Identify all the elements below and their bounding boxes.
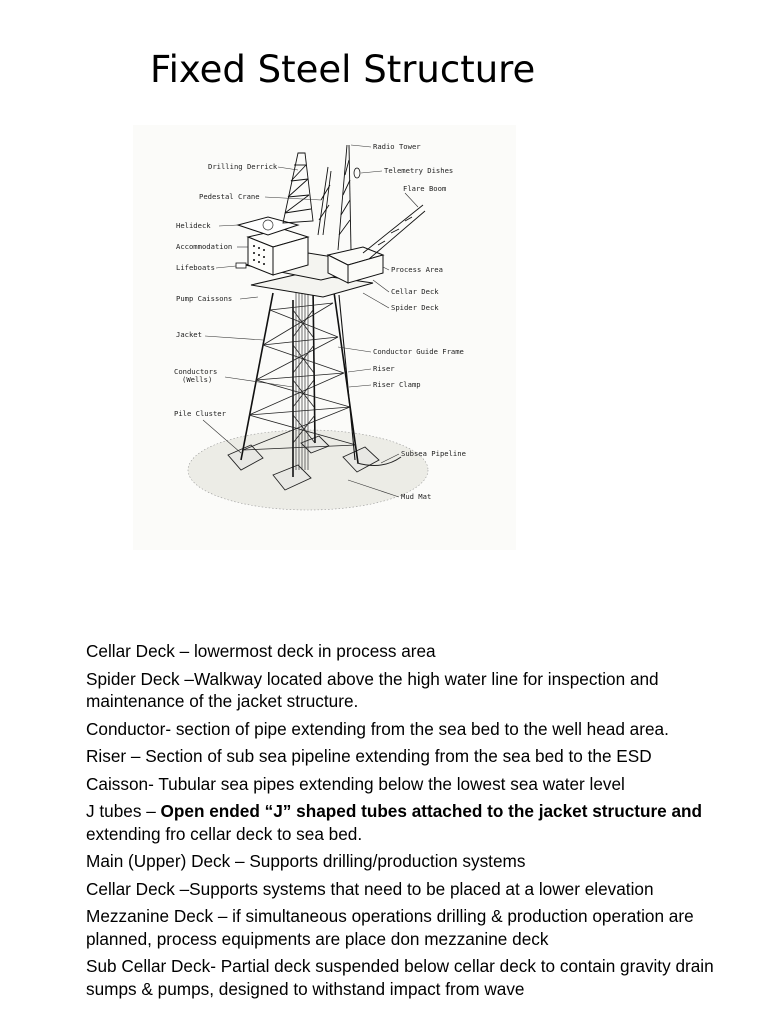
definitions-list <box>86 640 756 1005</box>
definition-item: Main (Upper) Deck – Supports drilling/production systems <box>86 851 526 871</box>
definition-item: Spider Deck –Walkway located above the high water line for inspection and maintenance of the jacket structure. <box>86 668 659 711</box>
lifeboats <box>236 263 246 268</box>
definition-item: Sub Cellar Deck- Partial deck suspended below cellar deck to contain gravity drain sumps & pumps, designed to withstand impact from wave <box>86 956 714 999</box>
definition-item: J tubes – Open ended “J” shaped tubes attached to the jacket structure and extending fro cellar deck to sea bed. <box>86 801 703 844</box>
definition-item: Caisson- Tubular sea pipes extending below the lowest sea water level <box>86 773 625 794</box>
definition-item: Cellar Deck – lowermost deck in process area <box>86 641 436 661</box>
label-subsea-pipeline: Subsea Pipeline <box>401 449 466 458</box>
label-cellar-deck: Cellar Deck <box>391 287 439 296</box>
label-spider-deck: Spider Deck <box>391 303 439 312</box>
platform-diagram <box>133 125 516 550</box>
definition-item: Cellar Deck –Supports systems that need to be placed at a lower elevation <box>86 878 654 899</box>
label-pump-caissons: Pump Caissons <box>176 294 233 303</box>
definition-bold-text: Open ended “J” shaped tubes attached to the jacket structure and <box>160 801 703 821</box>
label-lifeboats: Lifeboats <box>176 263 215 272</box>
label-telemetry-dishes: Telemetry Dishes <box>384 166 454 175</box>
label-accommodation: Accommodation <box>176 242 233 251</box>
label-riser: Riser <box>373 364 395 373</box>
definition-term: Conductor <box>86 718 166 739</box>
definition-item: Mezzanine Deck – if simultaneous operations drilling & production operation are planned, process equipments are place don mezzanine deck <box>86 906 694 949</box>
label-process-area: Process Area <box>391 265 443 274</box>
definition-item: Riser – Section of sub sea pipeline extending from the sea bed to the ESD <box>86 746 652 766</box>
definition-text: Section of sub sea pipeline extending from the sea bed to the ESD <box>145 746 652 766</box>
definition-text: Partial deck suspended below cellar deck to contain gravity drain sumps & pumps, designed to withstand impact from wave <box>86 956 714 999</box>
definition-text: extending fro cellar deck to sea bed. <box>86 823 363 844</box>
label-mud-mat: Mud Mat <box>401 492 432 501</box>
label-conductor-guide-frame: Conductor Guide Frame <box>373 347 464 356</box>
definition-item: Conductor- section of pipe extending from the sea bed to the well head area. <box>86 718 669 739</box>
label-wells: (Wells) <box>182 375 213 384</box>
label-conductors: Conductors <box>174 367 218 376</box>
definition-term: Main (Upper) Deck <box>86 851 231 871</box>
pedestal-crane <box>318 167 331 235</box>
process-module <box>328 247 383 283</box>
definition-text: Supports systems that need to be placed at a lower elevation <box>189 878 654 899</box>
label-riser-clamp: Riser Clamp <box>373 380 421 389</box>
definition-term: Caisson <box>86 773 149 794</box>
definition-text: Tubular sea pipes extending below the lowest sea water level <box>158 773 625 794</box>
page-title: Fixed Steel Structure <box>150 48 536 91</box>
definition-term: Riser <box>86 746 127 766</box>
definition-term: J tubes <box>86 801 142 821</box>
definition-text: Walkway located above the high water line for inspection and maintenance of the jacket structure. <box>86 668 659 711</box>
drilling-derrick <box>283 153 313 223</box>
definition-text: section of pipe extending from the sea bed to the well head area. <box>175 718 669 739</box>
label-radio-tower: Radio Tower <box>373 142 421 151</box>
definition-term: Mezzanine Deck <box>86 906 214 926</box>
definition-term: Cellar Deck <box>86 641 175 661</box>
telemetry-dish <box>354 168 360 178</box>
label-helideck: Helideck <box>176 221 211 230</box>
radio-tower <box>338 145 351 250</box>
definition-term: Sub Cellar Deck <box>86 956 211 976</box>
label-drilling-derrick: Drilling Derrick <box>208 162 278 171</box>
platform-illustration <box>133 125 516 550</box>
definition-term: Spider Deck <box>86 668 180 689</box>
label-flare-boom: Flare Boom <box>403 184 447 193</box>
definition-text: Supports drilling/production systems <box>249 851 526 871</box>
definition-text: if simultaneous operations drilling & production operation are planned, process equipments are place don mezzanine deck <box>86 906 694 949</box>
label-jacket: Jacket <box>176 330 202 339</box>
definition-term: Cellar Deck <box>86 878 175 899</box>
label-pile-cluster: Pile Cluster <box>174 409 226 418</box>
label-pedestal-crane: Pedestal Crane <box>199 192 260 201</box>
definition-text: lowermost deck in process area <box>193 641 436 661</box>
